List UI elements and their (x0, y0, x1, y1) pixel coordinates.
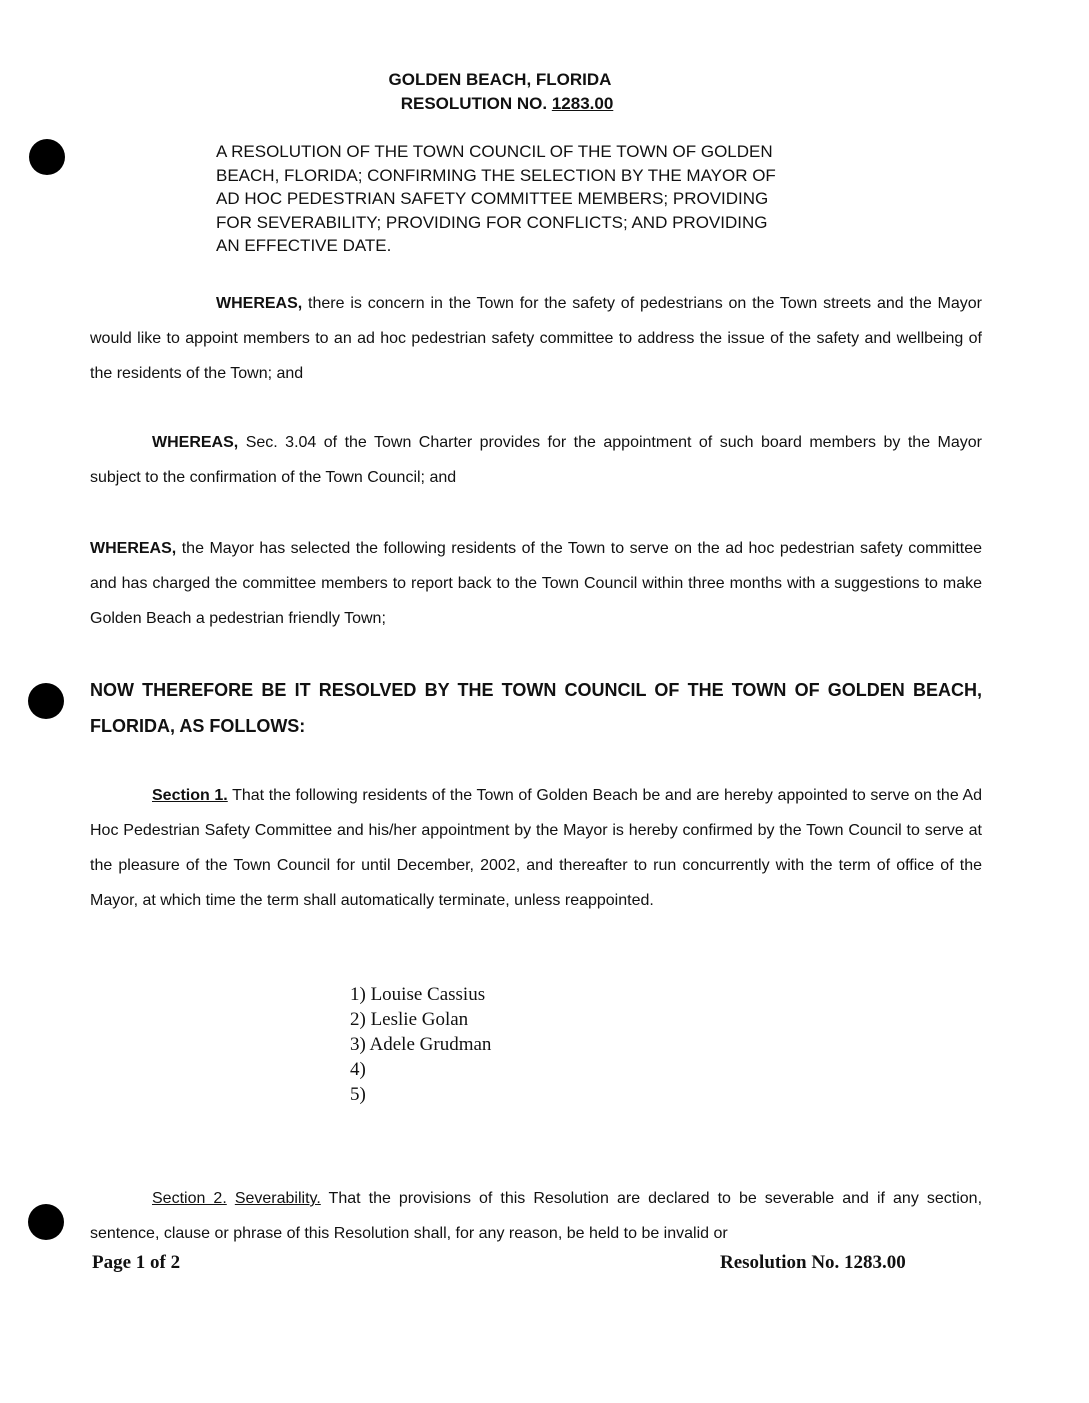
section-1-title: Section 1. (152, 787, 228, 804)
section-2 (90, 1181, 982, 1251)
member-item: 2) Leslie Golan (350, 1009, 469, 1030)
header-resolution (0, 92, 1000, 116)
whereas-text: Sec. 3.04 of the Town Charter provides for the appointment of such board members by the Mayor subject to the confirmation of the Town Council; and (90, 434, 982, 486)
whereas-paragraph-1 (90, 286, 982, 391)
member-item: 3) Adele Grudman (350, 1034, 492, 1055)
title-line: BEACH, FLORIDA; CONFIRMING THE SELECTION BY THE MAYOR OF (216, 165, 776, 185)
title-line: A RESOLUTION OF THE TOWN COUNCIL OF THE TOWN OF GOLDEN (216, 142, 773, 161)
member-item: 4) (350, 1059, 366, 1080)
header-town: GOLDEN BEACH, FLORIDA (388, 70, 612, 89)
member-item: 5) (350, 1084, 366, 1105)
whereas-text: there is concern in the Town for the safety of pedestrians on the Town streets and the Mayor would like to appoint members to an ad hoc pedestrian safety committee to address the issue of the safety and wellbeing of the residents of the Town; and (90, 295, 982, 382)
section-2-text: That the provisions of this Resolution are declared to be severable and if any section, sentence, clause or phrase of this Resolution shall, for any reason, be held to be invalid or (90, 1190, 983, 1242)
member-list (350, 982, 491, 1107)
whereas-text: the Mayor has selected the following residents of the Town to serve on the ad hoc pedestrian safety committee and has charged the committee members to report back to the Town Council within three months with a suggestions to make Golden Beach a pedestrian friendly Town; (90, 540, 982, 627)
footer-page-number: Page 1 of 2 (92, 1252, 181, 1273)
footer-resolution-number: Resolution No. 1283.00 (720, 1252, 906, 1273)
member-item: 1) Louise Cassius (350, 984, 486, 1005)
section-1-text: That the following residents of the Town of Golden Beach be and are hereby appointed to serve on the Ad Hoc Pedestrian Safety Committee and his/her appointment by the Mayor is hereby confirmed by the Town Council to serve at the pleasure of the Town Council for until December, 2002, and thereafter to run concurrently with the term of office of the Mayor, at which time the term shall automatically terminate, unless reappointed. (90, 787, 983, 909)
document-header (0, 68, 1000, 116)
section-2-title: Section 2. (152, 1190, 227, 1207)
header-resolution-number: 1283.00 (551, 94, 614, 113)
whereas-paragraph-3 (90, 531, 982, 636)
resolution-title (216, 140, 866, 258)
whereas-lead: WHEREAS, (90, 540, 177, 557)
whereas-lead: WHEREAS, (216, 295, 303, 312)
title-line: AD HOC PEDESTRIAN SAFETY COMMITTEE MEMBERS; PROVIDING (216, 189, 769, 208)
punch-hole (28, 683, 64, 719)
header-resolution-label: RESOLUTION NO. (400, 94, 552, 113)
section-2-subtitle: Severability. (234, 1190, 321, 1207)
title-line: FOR SEVERABILITY; PROVIDING FOR CONFLICTS; AND PROVIDING (216, 212, 768, 232)
resolved-clause: NOW THEREFORE BE IT RESOLVED BY THE TOWN COUNCIL OF THE TOWN OF GOLDEN BEACH, FLORIDA, AS FOLLOWS: (90, 680, 982, 736)
whereas-paragraph-2 (90, 425, 982, 495)
title-line: AN EFFECTIVE DATE. (216, 236, 392, 255)
punch-hole (28, 1204, 64, 1240)
whereas-lead: WHEREAS, (152, 434, 239, 451)
section-1 (90, 778, 982, 918)
punch-hole (29, 139, 65, 175)
